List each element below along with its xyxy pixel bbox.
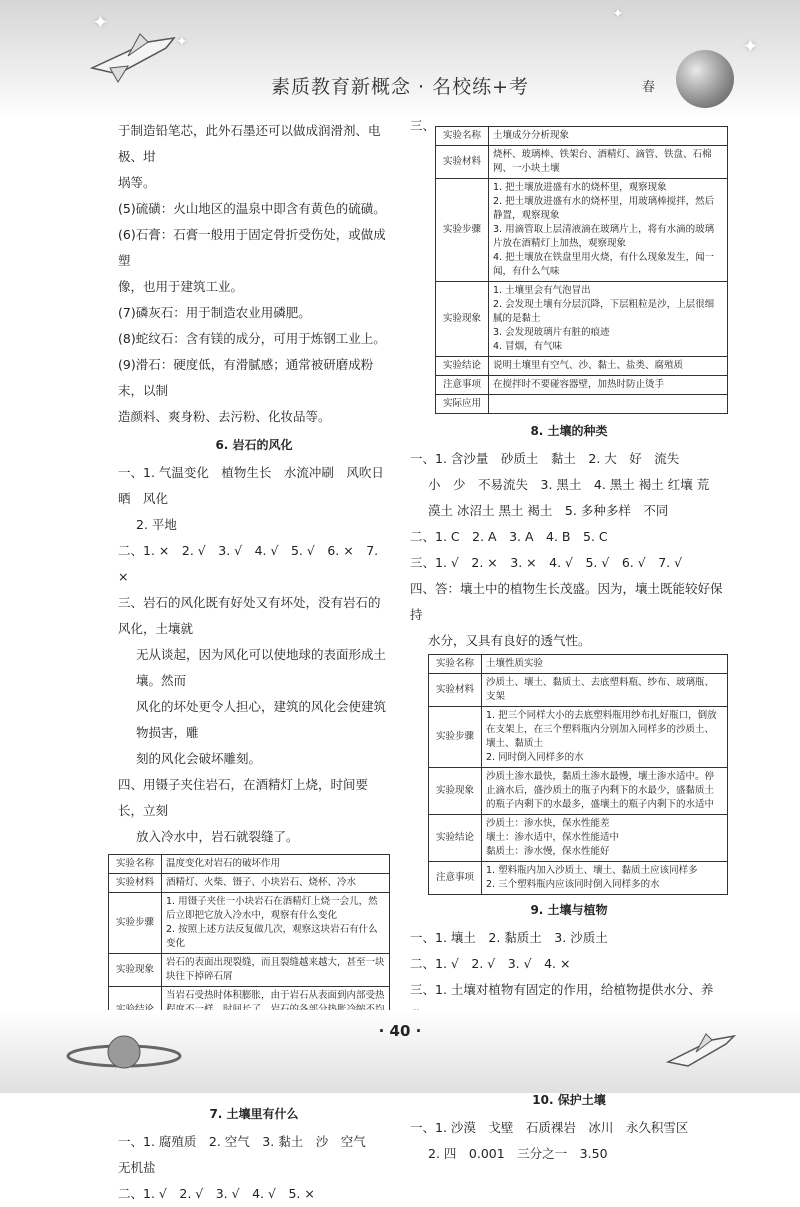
table-row: 实验结论 说明土壤里有空气、沙、黏土、盐类、腐殖质 [436,357,728,376]
section-title: 7. 土壤里有什么 [209,1107,299,1121]
answer-line: 风化的坏处更令人担心，建筑的风化会使建筑物损害，雕 [136,699,387,740]
table-row: 实验材料 烧杯、玻璃棒、铁架台、酒精灯、滴管、铁盘、石棉网、一小块土壤 [436,146,728,179]
answer-line: 2. 平地 [136,517,177,532]
table-row: 实验结论 沙质土：渗水快，保水性能差 壤土：渗水适中，保水性能适中 黏质土：渗水慢，保水性能好 [429,815,728,862]
table-row: 当岩石受热时体积膨胀，由于岩石从表面到内部受热 [109,987,390,1034]
answer-line: 漠土 冰沼土 黑土 褐土 5. 多种多样 不同 [428,503,669,518]
star-icon: ✦ [612,6,624,22]
table-row: 实验步骤 1. 用镊子夹住一小块岩石在酒精灯上烧一会儿，然后立即把它放入冷水中，观察有什么变化 2. 按照上述方法反复做几次，观察这块岩石有什么变化 [109,893,390,954]
text-line: 造颜料、爽身粉、去污粉、化妆品等。 [118,409,331,424]
text-line: (6)石膏：石膏一般用于固定骨折受伤处，或做成塑 [118,227,386,268]
answer-line: 水分，又具有良好的透气性。 [428,633,591,648]
answer-line: 三、岩石的风化既有好处又有坏处，没有岩石的风化，土壤就 [118,595,381,636]
table-row: 实验现象 1. 土壤里会有气泡冒出 2. 会发现土壤有分层沉降，下层粗粒是沙，上层很细腻的是黏土 3. 会发现玻璃片有脏的痕迹 4. 冒烟，有气味 [436,282,728,357]
table-row: 实验名称 温度变化对岩石的破坏作用 [109,855,390,874]
text-line: 埚等。 [118,175,156,190]
question-label: 三、 [410,118,436,133]
table-row: 注意事项 1. 塑料瓶内加入沙质土、壤土、黏质土应该同样多 2. 三个塑料瓶内应该同时倒入同样多的水 [429,862,728,895]
table-row: 实验名称 土壤成分分析现象 [436,127,728,146]
table-row: 实际应用 [436,395,728,414]
text-line: (7)磷灰石：用于制造农业用磷肥。 [118,305,311,320]
answer-line: 无从谈起，因为风化可以使地球的表面形成土壤。然而 [136,647,387,688]
star-icon: ✦ [92,10,109,34]
text-line: (5)硫磺：火山地区的温泉中即含有黄色的硫磺。 [118,201,386,216]
section-title: 9. 土壤与植物 [530,903,608,917]
table-row: 实验名称 土壤性质实验 [429,655,728,674]
section-title: 6. 岩石的风化 [215,438,293,452]
answer-line: 小 少 不易流失 3. 黑土 4. 黑土 褐土 红壤 荒 [428,477,710,492]
season-label: 春 [642,80,656,95]
table-row: 注意事项 在搅拌时不要碰容器壁，加热时防止烫手 [436,376,728,395]
text-line: (8)蛇纹石：含有镁的成分，可用于炼钢工业上。 [118,331,386,346]
answer-line: 2. 四 0.001 三分之一 3.50 [428,1146,608,1161]
answer-line: 刻的风化会破坏雕刻。 [136,751,262,766]
header-title: 素质教育新概念 · 名校练+考 [270,76,530,98]
answer-line: 三、1. 土壤对植物有固定的作用，给植物提供水分、养 [410,982,714,997]
answer-line: 二、1. × 2. √ 3. √ 4. √ 5. √ 6. × 7. × [118,543,379,584]
star-icon: ✦ [742,34,759,58]
answer-line: 一、1. 气温变化 植物生长 水流冲刷 风吹日晒 风化 [118,465,384,506]
table-row: 实验步骤 1. 把三个同样大小的去底塑料瓶用纱布扎好瓶口，倒放在支架上，在三个塑料瓶内分别加入同样多的沙质土、壤土、黏质土 2. 同时倒入同样多的水 [429,707,728,768]
answer-line: 一、1. 沙漠 戈壁 石质裸岩 冰川 永久积雪区 [410,1120,689,1135]
page-number: · 40 · [378,1022,422,1040]
text-line: 于制造铅笔芯，此外石墨还可以做成润滑剂、电极、坩 [118,123,381,164]
experiment-table [435,126,728,414]
star-icon: ✦ [176,34,188,50]
text-line: (9)滑石：硬度低，有滑腻感；通常被研磨成粉末，以制 [118,357,374,398]
answer-line: 四、答：壤土中的植物生长茂盛。因为，壤土既能较好保持 [410,581,723,622]
question-3-block [410,118,728,414]
text-line: 像，也用于建筑工业。 [118,279,244,294]
table-row: 实验现象 沙质土渗水最快，黏质土渗水最慢，壤土渗水适中。停止滴水后，盛沙质土的瓶子内剩下的水最少，盛黏质土的瓶子内剩下的水最多，盛壤土的瓶子内剩下的水适中 [429,768,728,815]
table-row: 实验材料 酒精灯、火柴、镊子、小块岩石、烧杯、冷水 [109,874,390,893]
answer-line: 四、用镊子夹住岩石，在酒精灯上烧，时间要长，立刻 [118,777,369,818]
answer-line: 三、1. √ 2. × 3. × 4. √ 5. √ 6. √ 7. √ [410,555,683,570]
answer-line: 放入冷水中，岩石就裂缝了。 [136,829,299,844]
answer-line: 二、1. √ 2. √ 3. √ 4. √ 5. × [118,1186,315,1201]
answer-line: 二、1. √ 2. √ 3. √ 4. × [410,956,571,971]
experiment-table [428,654,728,895]
section-title: 8. 土壤的种类 [530,424,608,438]
page-header [0,0,800,120]
table-row: 实验步骤 1. 把土壤放进盛有水的烧杯里，观察现象 2. 把土壤放进盛有水的烧杯里，用玻璃棒搅拌，然后静置，观察现象 3. 用滴管取上层清液滴在玻璃片上，将有水滴的玻璃片放在酒精灯上加热，观察现象 4. 把土壤放在铁盘里用火烧，有什么现象发生，闻一闻，有什么气味 [436,179,728,282]
answer-line: 一、1. 腐殖质 2. 空气 3. 黏土 沙 空气 无机盐 [118,1134,379,1175]
answer-line: 一、1. 壤土 2. 黏质土 3. 沙质土 [410,930,608,945]
table-row: 实验材料 沙质土、壤土、黏质土、去底塑料瓶、纱布、玻璃瓶、支架 [429,674,728,707]
table-row: 实验现象 岩石的表面出现裂缝，而且裂缝越来越大，甚至一块块往下掉碎石屑 [109,954,390,987]
answer-line: 一、1. 含沙量 砂质土 黏土 2. 大 好 流失 [410,451,680,466]
answer-line: 二、1. C 2. A 3. A 4. B 5. C [410,529,608,544]
section-title: 10. 保护土壤 [532,1093,606,1107]
